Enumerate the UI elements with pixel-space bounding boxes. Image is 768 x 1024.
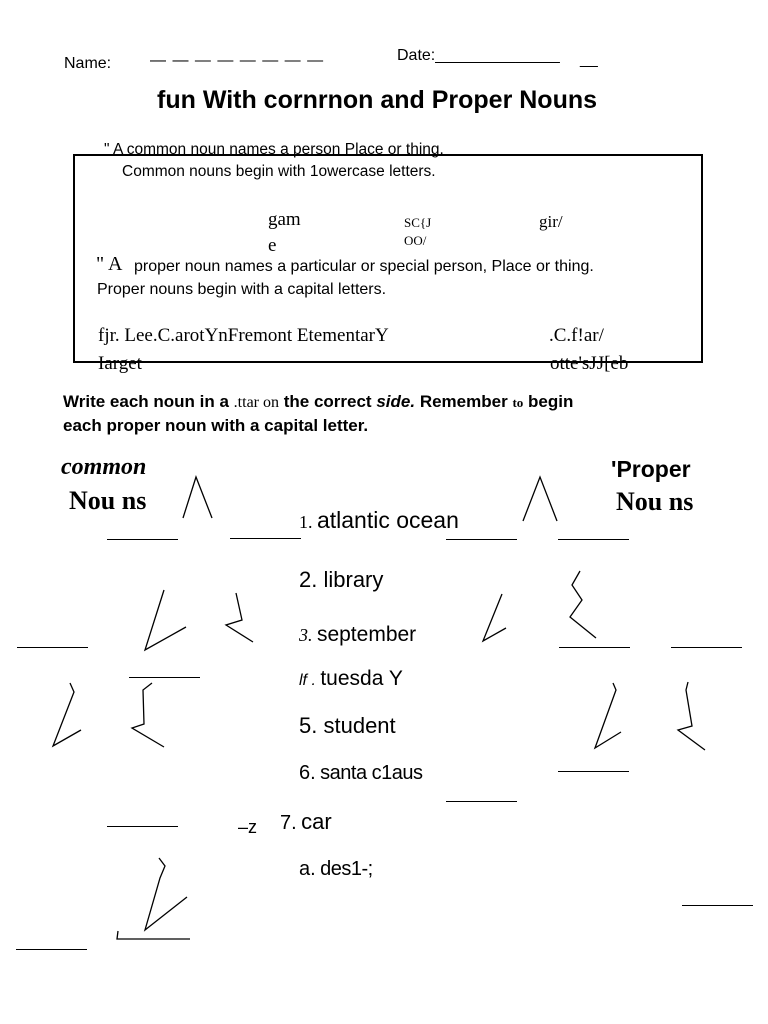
- word-number: 6.: [299, 762, 316, 784]
- star-fragment-icon: [117, 931, 190, 939]
- word-text: des1-;: [320, 858, 373, 880]
- star-fragment-icon: [226, 593, 253, 642]
- instructions-part3: the correct: [283, 392, 372, 411]
- star-fragment-icon: [53, 683, 81, 746]
- star-fragment-icon: [145, 858, 187, 930]
- star-fragment-icon: [483, 594, 506, 641]
- star-fragment-icon: [678, 682, 705, 750]
- common-definition-line1: " A common noun names a person Place or thing.: [104, 141, 444, 158]
- proper-example-2b: otte'sJJ[eb: [550, 353, 629, 374]
- answer-blank-line[interactable]: [558, 771, 629, 772]
- name-blank[interactable]: — — — — — — — —: [150, 52, 325, 69]
- instructions-part5: Remember: [419, 392, 508, 411]
- word-number: a.: [299, 858, 316, 880]
- common-definition-line2: Common nouns begin with 1owercase letters.: [122, 163, 436, 180]
- common-example-1a: gam: [268, 209, 301, 230]
- answer-blank-line[interactable]: [559, 647, 630, 648]
- answer-blank-line[interactable]: [446, 539, 517, 540]
- star-fragment-icon: [523, 477, 557, 521]
- instructions-part6: to: [512, 395, 524, 410]
- word-text: student: [323, 713, 396, 738]
- common-example-2b: OO/: [404, 233, 427, 248]
- instructions-line2: each proper noun with a capital letter.: [63, 416, 369, 435]
- answer-blank-line[interactable]: [107, 826, 178, 827]
- star-fragment-icon: [570, 571, 596, 638]
- proper-example-1: fjr. Lee.C.arotYnFremont EtementarY: [98, 325, 389, 346]
- answer-blank-line[interactable]: [671, 647, 742, 648]
- word-number: 2.: [299, 567, 318, 592]
- answer-blank-line[interactable]: [107, 539, 178, 540]
- answer-blank-line[interactable]: [17, 647, 88, 648]
- answer-blank-line[interactable]: [682, 905, 753, 906]
- proper-example-1b: Iarget: [98, 353, 142, 374]
- stray-mark: –z: [238, 817, 258, 837]
- proper-definition-line2: Proper nouns begin with a capital letters.: [97, 281, 387, 298]
- word-number: 1.: [299, 512, 313, 532]
- instructions-part2: .ttar on: [233, 394, 279, 411]
- answer-blank-line[interactable]: [558, 539, 629, 540]
- word-text: atlantic ocean: [316, 507, 459, 533]
- word-text: car: [301, 809, 332, 834]
- proper-nouns-label-2: Nou ns: [616, 487, 694, 516]
- star-fragment-icon: [595, 683, 621, 748]
- proper-definition-line1: proper noun names a particular or special person, Place or thing.: [134, 258, 594, 275]
- date-blank-tail: __: [580, 51, 598, 68]
- answer-blank-line[interactable]: [230, 538, 301, 539]
- word-text: santa c1aus: [320, 762, 423, 784]
- answer-blank-line[interactable]: [16, 949, 87, 950]
- star-fragment-icon: [145, 590, 186, 650]
- proper-definition-quote: " A: [96, 253, 123, 275]
- common-example-2a: SC{J: [404, 215, 432, 230]
- word-number: 3.: [299, 625, 313, 645]
- instructions-part1: Write each noun in a: [63, 392, 229, 411]
- word-text: september: [316, 623, 417, 646]
- page-title: fun With cornrnon and Proper Nouns: [157, 86, 598, 114]
- answer-blank-line[interactable]: [446, 801, 517, 802]
- common-example-3: gir/: [539, 212, 563, 231]
- star-fragment-icon: [183, 477, 212, 518]
- word-text: tuesda Y: [320, 667, 403, 690]
- common-nouns-label-2: Nou ns: [69, 486, 147, 515]
- star-fragment-icon: [132, 683, 164, 747]
- instructions-part7: begin: [528, 392, 574, 411]
- word-number: 7.: [280, 812, 297, 834]
- date-label[interactable]: Date:______________: [397, 47, 560, 64]
- answer-blank-line[interactable]: [129, 677, 200, 678]
- word-number: 5.: [299, 713, 318, 738]
- common-nouns-label-1: common: [61, 454, 147, 480]
- proper-nouns-label-1: 'Proper: [611, 456, 691, 482]
- word-text: library: [323, 567, 384, 592]
- proper-example-2: .C.f!ar/: [549, 325, 604, 346]
- common-example-1b: e: [268, 235, 277, 256]
- word-number: lf .: [299, 672, 316, 689]
- instructions-part4: side.: [376, 392, 416, 411]
- name-label: Name:: [64, 55, 112, 72]
